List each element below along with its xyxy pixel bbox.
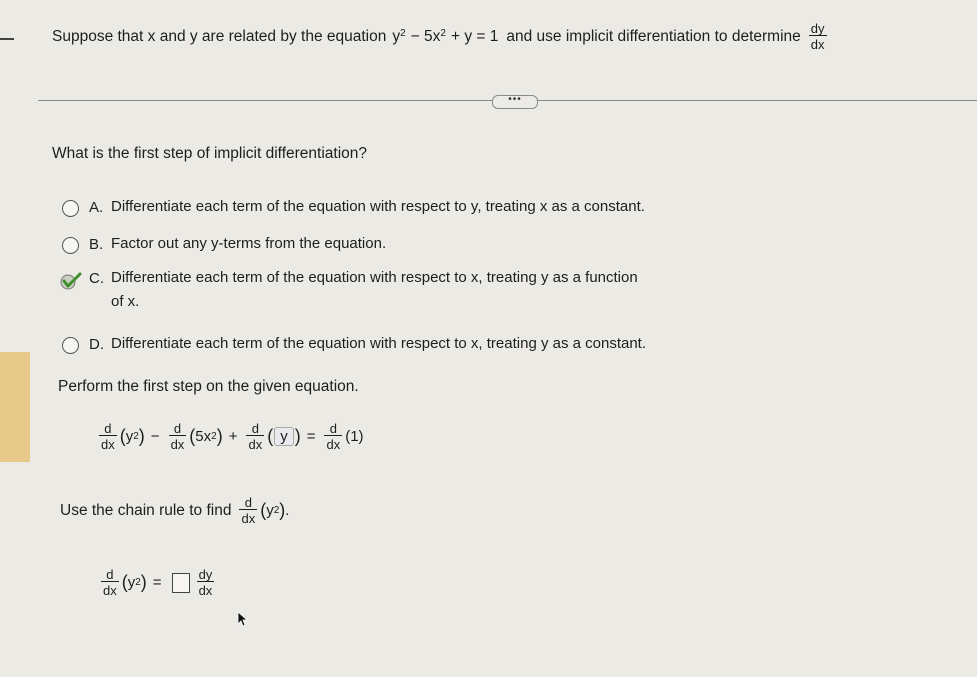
answer-input-box[interactable] xyxy=(172,573,190,593)
step2-line xyxy=(60,496,289,525)
d-num: d xyxy=(104,421,112,436)
choice-d[interactable] xyxy=(62,336,646,356)
eq-end: + y = 1 xyxy=(450,27,499,45)
choice-c-text xyxy=(111,266,638,314)
t: y xyxy=(266,502,274,519)
choice-a[interactable] xyxy=(62,199,645,219)
radio-b[interactable] xyxy=(62,237,79,254)
problem-prefix: Suppose that x and y are related by the equation xyxy=(52,27,387,45)
dx-den: dx xyxy=(241,511,256,526)
radio-d[interactable] xyxy=(62,337,79,354)
problem-suffix: and use implicit differentiation to determine xyxy=(506,27,801,45)
correct-check-icon xyxy=(60,272,82,290)
choice-b-letter: B. xyxy=(89,236,104,253)
choice-d-text: Differentiate each term of the equation with respect to x, treating y as a constant. xyxy=(111,335,647,352)
left-accent-bar xyxy=(0,352,30,462)
mouse-cursor-icon xyxy=(236,611,248,627)
dy-dx-answer xyxy=(197,568,215,597)
dx-den: dx xyxy=(326,437,341,452)
op-equals: = xyxy=(152,574,162,591)
term-5x-squared: ( 5x 2 ) xyxy=(189,426,223,446)
op-minus: − xyxy=(150,428,160,445)
d-num: d xyxy=(106,567,114,582)
choice-a-text: Differentiate each term of the equation with respect to y, treating x as a constant. xyxy=(111,198,645,215)
dx-den: dx xyxy=(103,583,117,598)
choice-d-letter: D. xyxy=(89,336,104,353)
d-dx-4 xyxy=(324,422,342,451)
choice-a-letter: A. xyxy=(89,199,104,216)
left-edge-tick xyxy=(0,38,14,40)
dx-den: dx xyxy=(248,437,263,452)
dx-den: dx xyxy=(101,437,115,452)
expand-more-button[interactable]: ••• xyxy=(492,95,538,109)
d-dx-5 xyxy=(239,496,257,525)
d-num: d xyxy=(329,421,337,436)
term-y-squared: ( y 2 ) xyxy=(119,426,145,446)
problem-equation xyxy=(392,28,498,46)
eq-exp1: 2 xyxy=(400,27,406,39)
eq-mid: − 5x xyxy=(410,27,441,45)
term-y: ( y ) xyxy=(267,426,301,446)
choice-b-text: Factor out any y-terms from the equation. xyxy=(111,235,387,252)
eq-exp2: 2 xyxy=(440,27,446,39)
dx-den: dx xyxy=(170,437,185,452)
t2-exp: 2 xyxy=(211,431,217,442)
step1-equation xyxy=(96,422,364,451)
term-y-squared-3: ( y 2 ) xyxy=(121,572,147,592)
d-num: d xyxy=(251,421,259,436)
choice-c-line1: Differentiate each term of the equation with respect to x, treating y as a function xyxy=(111,269,638,286)
filled-answer-y[interactable]: y xyxy=(274,427,294,446)
d-num: d xyxy=(244,495,252,510)
d-num: d xyxy=(173,421,182,436)
dy-dx-fraction xyxy=(809,22,827,51)
radio-a[interactable] xyxy=(62,200,79,217)
eq-y: y xyxy=(392,27,401,45)
answer-equation xyxy=(98,568,217,597)
question-text: What is the first step of implicit differentiation? xyxy=(52,145,368,162)
d-dx-3 xyxy=(246,422,264,451)
term-one: (1) xyxy=(345,428,364,445)
op-plus: + xyxy=(228,428,238,445)
d-dx-2 xyxy=(169,422,187,451)
fraction-denominator: dx xyxy=(810,37,825,52)
t1-exp: 2 xyxy=(133,431,139,442)
d-dx-6 xyxy=(101,568,119,597)
choice-c[interactable] xyxy=(62,270,638,314)
choice-c-line2: of x. xyxy=(111,293,140,310)
fraction-numerator: dy xyxy=(810,21,825,36)
d-dx-1 xyxy=(99,422,117,451)
dy-num: dy xyxy=(198,567,213,582)
t-exp: 2 xyxy=(273,505,280,516)
choice-b[interactable] xyxy=(62,236,386,256)
problem-statement xyxy=(52,22,830,51)
choice-c-letter: C. xyxy=(89,270,104,287)
op-equals: = xyxy=(306,428,316,445)
t2: 5x xyxy=(195,428,212,445)
t: y xyxy=(127,574,136,591)
t-exp: 2 xyxy=(135,577,141,588)
step2-label: Use the chain rule to find xyxy=(60,501,232,519)
t1: y xyxy=(125,428,134,445)
period: . xyxy=(285,502,290,519)
dx-den: dx xyxy=(198,583,213,598)
term-y-squared-2: ( y 2 ) xyxy=(260,500,286,520)
step1-label: Perform the first step on the given equation. xyxy=(58,378,359,395)
